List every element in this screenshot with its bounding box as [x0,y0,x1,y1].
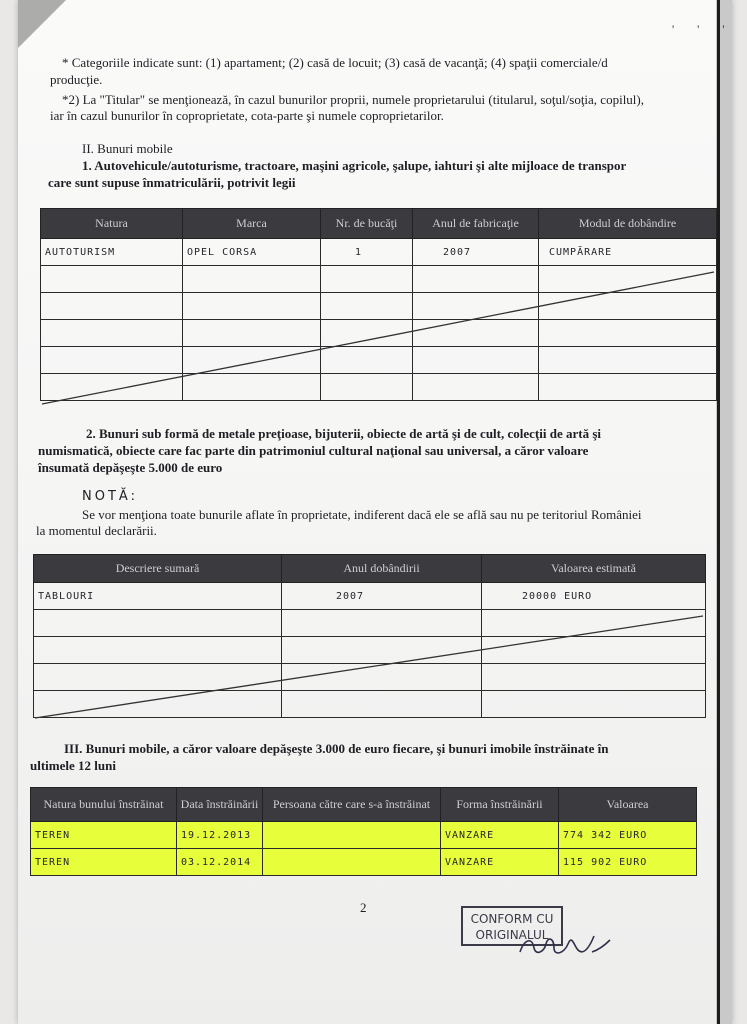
table-cell [263,822,441,849]
table-cell: TEREN [31,849,177,876]
table-cell: VANZARE [441,822,559,849]
table-cell: OPEL CORSA [183,239,321,266]
section-2-1-line-1: 1. Autovehicule/autoturisme, tractoare, maşini agricole, şalupe, iahturi şi alte mijloace de transpor [82,158,627,173]
column-header: Forma înstrăinării [441,788,559,822]
column-header: Natura bunului înstrăinat [31,788,177,822]
section-2-2-line-2: numismatică, obiecte care fac parte din patrimoniul cultural naţional sau universal, a căror valoare [38,443,589,458]
intro-line-1: * Categoriile indicate sunt: (1) apartament; (2) casă de locuit; (3) casă de vacanţă; (4) spaţii comerciale/d [62,55,608,70]
table-cell: CUMPĂRARE [539,239,717,266]
stamp-line-2: ORIGINALUL [475,928,549,942]
column-header: Descriere sumară [34,555,282,583]
section-2-1-line-2: care sunt supuse înmatriculării, potrivit legii [48,175,296,190]
table-row [31,849,697,876]
alienated-assets-table [30,787,697,876]
table-cell: 03.12.2014 [177,849,263,876]
section-2-2-line-1: 2. Bunuri sub formă de metale preţioase, bijuterii, obiecte de artă şi de cult, colecţii de artă şi [86,426,601,441]
table-cell: 1 [321,239,413,266]
table-cell [263,849,441,876]
column-header: Data înstrăinării [177,788,263,822]
table-row [31,822,697,849]
note-label: NOTĂ: [82,489,138,504]
intro-line-4: iar în cazul bunurilor în coproprietate, cota-parte şi numele coproprietarilor. [50,108,444,123]
section-3-title-line-2: ultimele 12 luni [30,758,116,773]
header-marks: ' ' ' [672,22,735,36]
column-header: Marca [183,209,321,239]
stamp-line-1: CONFORM CU [470,912,554,926]
intro-line-2: producţie. [50,72,103,87]
table-cell: 774 342 EURO [559,822,697,849]
table-row [34,583,706,610]
column-header: Anul de fabricaţie [413,209,539,239]
intro-line-3: *2) La "Titular" se menţionează, în cazul bunurilor proprii, numele proprietarului (titularul, soţul/soţia, copilul), [62,92,644,107]
vehicles-table [40,208,717,401]
table-cell: 2007 [413,239,539,266]
column-header: Nr. de bucăţi [321,209,413,239]
signature-mark [514,922,614,962]
page-number: 2 [360,900,367,915]
column-header: Natura [41,209,183,239]
valuables-table [33,554,706,718]
note-line-1: Se vor menţiona toate bunurile aflate în proprietate, indiferent dacă ele se află sau nu pe teritoriul României [82,507,642,522]
page-fold [18,0,66,48]
section-2-2-line-3: însumată depăşeşte 5.000 de euro [38,460,223,475]
table-cell: 115 902 EURO [559,849,697,876]
table-row [41,239,717,266]
section-3-title-line-1: III. Bunuri mobile, a căror valoare depăşeşte 3.000 de euro fiecare, şi bunuri imobile înstrăinate în [64,741,609,756]
column-header: Anul dobândirii [282,555,482,583]
section-2-title: II. Bunuri mobile [82,141,173,156]
page-edge-line [717,0,720,1024]
table-cell: TEREN [31,822,177,849]
column-header: Valoarea estimată [482,555,706,583]
table-cell: TABLOURI [34,583,282,610]
note-line-2: la momentul declarării. [36,523,157,538]
column-header: Persoana către care s-a înstrăinat [263,788,441,822]
table-cell: VANZARE [441,849,559,876]
table-cell: 20000 EURO [482,583,706,610]
table-cell: AUTOTURISM [41,239,183,266]
table-cell: 19.12.2013 [177,822,263,849]
column-header: Valoarea [559,788,697,822]
column-header: Modul de dobândire [539,209,717,239]
table-cell: 2007 [282,583,482,610]
